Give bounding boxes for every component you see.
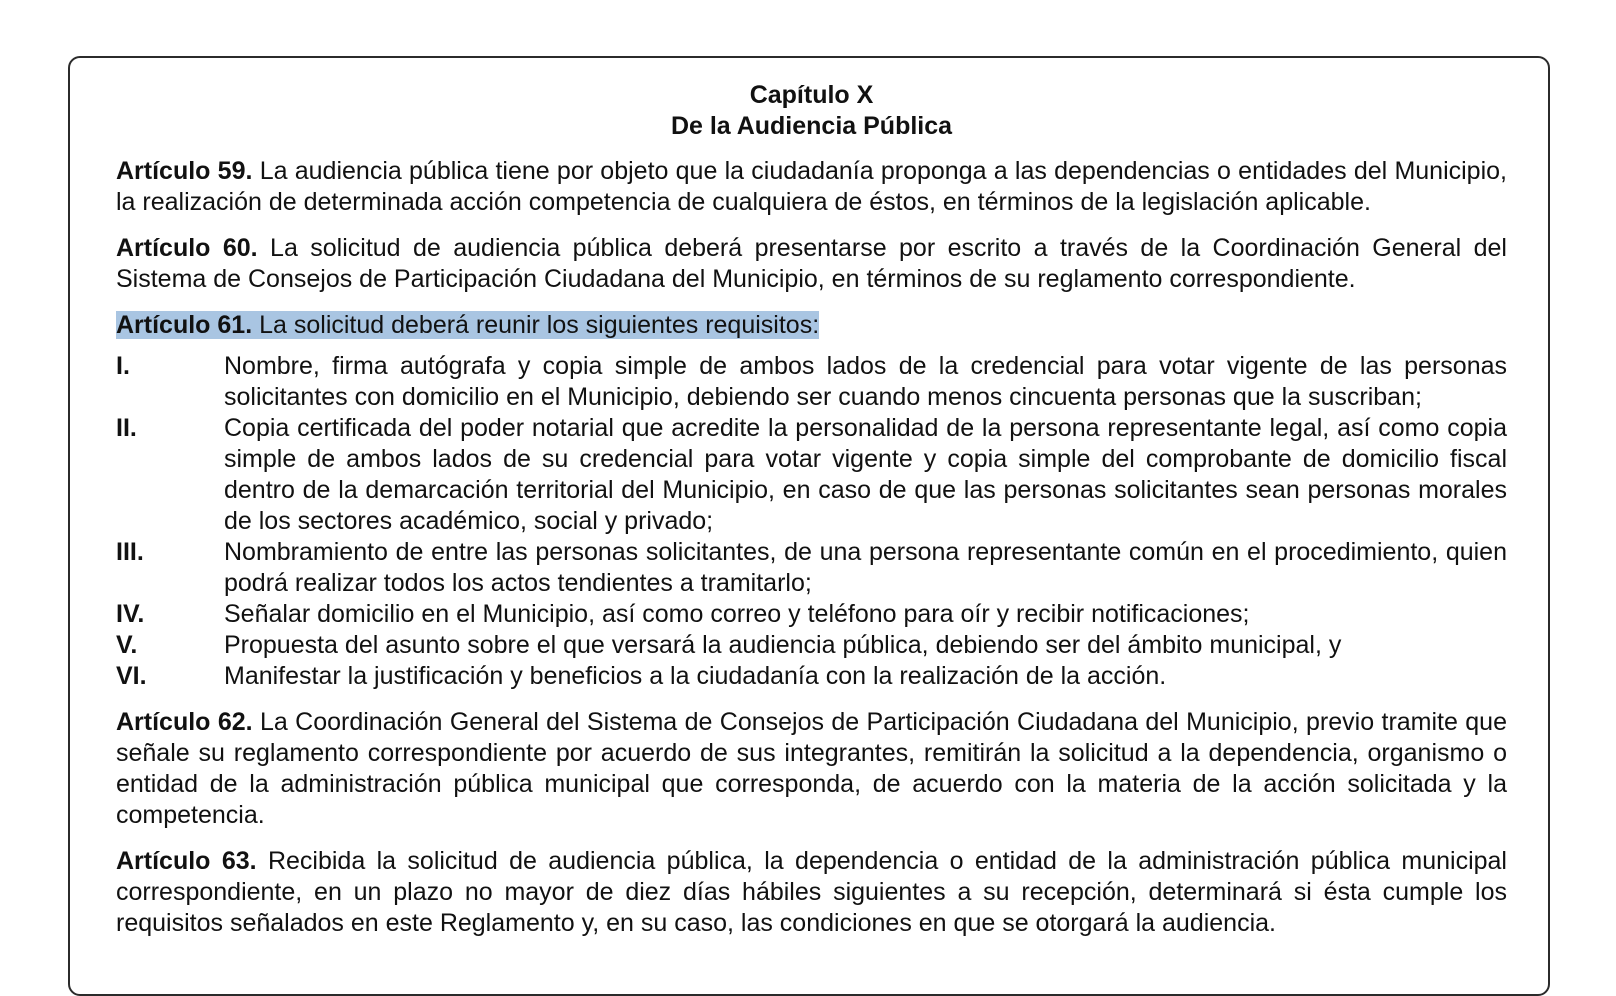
article-63 xyxy=(116,846,1507,939)
list-item xyxy=(116,351,1507,413)
article-label: Artículo 62. xyxy=(116,708,253,736)
list-item-numeral: V. xyxy=(116,631,138,659)
article-text: Recibida la solicitud de audiencia pública, la dependencia o entidad de la administración pública municipal correspondiente, en un plazo no mayor de diez días hábiles siguientes a su recepción, determinará si ésta cumple los requisitos señalados en este Reglamento y, en su caso, las condiciones en que se otorgará la audiencia. xyxy=(116,847,1507,937)
list-item-text: Manifestar la justificación y beneficios a la ciudadanía con la realización de la acción. xyxy=(224,662,1167,690)
article-text: La Coordinación General del Sistema de Consejos de Participación Ciudadana del Municipio, previo tramite que señale su reglamento correspondiente por acuerdo de sus integrantes, remitirán la solicitud a la dependencia, organismo o entidad de la administración pública municipal que corresponda, de acuerdo con la materia de la acción solicitada y la competencia. xyxy=(116,708,1507,829)
article-label: Artículo 61. xyxy=(116,311,253,339)
chapter-number: Capítulo X xyxy=(749,81,874,109)
article-label: Artículo 63. xyxy=(116,847,257,875)
list-item-numeral: IV. xyxy=(116,600,145,628)
list-item-numeral: I. xyxy=(116,352,130,380)
list-item xyxy=(116,599,1507,630)
list-item-text: Nombre, firma autógrafa y copia simple de ambos lados de la credencial para votar vigente de las personas solicitantes con domicilio en el Municipio, debiendo ser cuando menos cincuenta personas que la suscriban; xyxy=(224,352,1507,411)
requirements-list xyxy=(116,351,1507,692)
article-59 xyxy=(116,156,1507,218)
article-label: Artículo 59. xyxy=(116,157,253,185)
list-item-numeral: VI. xyxy=(116,662,147,690)
list-item-text: Señalar domicilio en el Municipio, así como correo y teléfono para oír y recibir notificaciones; xyxy=(224,600,1250,628)
list-item-numeral: III. xyxy=(116,538,144,566)
chapter-heading xyxy=(116,80,1507,142)
list-item xyxy=(116,537,1507,599)
list-item-numeral: II. xyxy=(116,414,137,442)
article-60 xyxy=(116,233,1507,295)
list-item-text: Propuesta del asunto sobre el que versará la audiencia pública, debiendo ser del ámbito municipal, y xyxy=(224,631,1342,659)
list-item-text: Nombramiento de entre las personas solicitantes, de una persona representante común en el procedimiento, quien podrá realizar todos los actos tendientes a tramitarlo; xyxy=(224,538,1507,597)
text-selection-highlight[interactable] xyxy=(116,311,819,339)
article-62 xyxy=(116,707,1507,831)
article-61 xyxy=(116,310,1507,341)
article-text: La solicitud deberá reunir los siguientes requisitos: xyxy=(252,311,820,339)
article-text: La solicitud de audiencia pública deberá presentarse por escrito a través de la Coordinación General del Sistema de Consejos de Participación Ciudadana del Municipio, en términos de su reglamento correspondiente. xyxy=(116,234,1507,293)
document-body xyxy=(116,80,1507,954)
list-item xyxy=(116,661,1507,692)
list-item-text: Copia certificada del poder notarial que acredite la personalidad de la persona representante legal, así como copia simple de ambos lados de su credencial para votar vigente y copia simple del comprobante de domicilio fiscal dentro de la demarcación territorial del Municipio, en caso de que las personas solicitantes sean personas morales de los sectores académico, social y privado; xyxy=(224,414,1507,535)
list-item xyxy=(116,413,1507,537)
article-label: Artículo 60. xyxy=(116,234,258,262)
list-item xyxy=(116,630,1507,661)
article-text: La audiencia pública tiene por objeto que la ciudadanía proponga a las dependencias o entidades del Municipio, la realización de determinada acción competencia de cualquiera de éstos, en términos de la legislación aplicable. xyxy=(116,157,1507,216)
chapter-title: De la Audiencia Pública xyxy=(670,112,953,140)
